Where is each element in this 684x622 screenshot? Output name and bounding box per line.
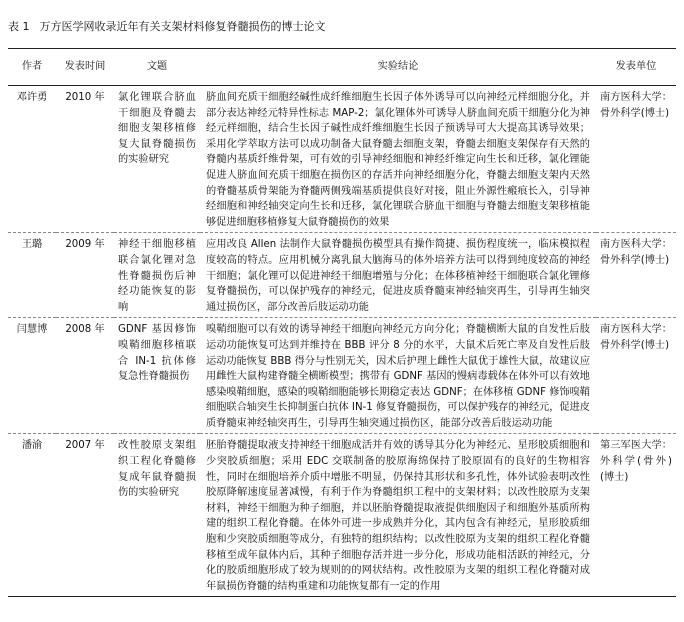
cell-author: 潘渝 <box>8 434 56 597</box>
cell-author: 闫慧博 <box>8 318 56 434</box>
cell-year: 2010 年 <box>65 92 105 103</box>
header-title: 文题 <box>114 49 200 86</box>
cell-unit: 南方医科大学：骨外科学(博士) <box>596 318 676 434</box>
cell-author: 邓许勇 <box>16 92 48 103</box>
caption-label: 表 1 <box>8 20 30 33</box>
cell-conclusion: 应用改良 Allen 法制作大鼠脊髓损伤模型具有操作简捷、损伤程度统一，临床模拟程度较高的特点。应用机械分离乳鼠大脑海马的体外培养方法可以得到纯度较高的神经干细胞；氯化锂可以促进神经干细胞增殖与分化；在体移植神经干细胞联合氯化锂修复脊髓损伤，可以保护残存的神经元，促进皮质脊髓束神经轴突再生，引导再生轴突通过损伤区，部分改善后肢运动功能 <box>200 233 596 318</box>
cell-conclusion: 嗅鞘细胞可以有效的诱导神经干细胞向神经元方向分化；脊髓横断大鼠的自发性后肢运动功能恢复可达到并维持在 BBB 评分 8 分的水平，大鼠术后死亡率及自发性后肢运动功能恢复 BBB 得分与性别无关，因术后护理上雌性大鼠优于雄性大鼠，故建议应用雌性大鼠构建脊髓全横断模型；携带有 GDNF 基因的慢病毒载体在体外可以有效地感染嗅鞘细胞，感染的嗅鞘细胞能够长期稳定表达 GDNF；在体移植 GDNF 修饰嗅鞘细胞联合轴突生长抑制蛋白抗体 IN-1 修复脊髓损伤，可以保护残存的神经元，促进皮质脊髓束神经轴突再生，引导再生轴突通过损伤区，能部分改善后肢运动功能 <box>200 318 596 434</box>
table-row <box>8 318 676 434</box>
cell-year: 2007 年 <box>56 434 114 597</box>
cell-author: 王璐 <box>8 233 56 318</box>
cell-title: 神经干细胞移植联合氯化锂对急性脊髓损伤后神经功能恢复的影响 <box>114 233 200 318</box>
cell-year: 2008 年 <box>56 318 114 434</box>
cell-title: GDNF 基因修饰嗅鞘细胞移植联合 IN-1 抗体修复急性脊髓损伤 <box>114 318 200 434</box>
header-unit: 发表单位 <box>596 49 676 86</box>
table-caption <box>8 20 676 34</box>
header-conclusion: 实验结论 <box>200 49 596 86</box>
header-year: 发表时间 <box>56 49 114 86</box>
table-row <box>8 233 676 318</box>
table-row <box>8 86 676 233</box>
table-header-row <box>8 49 676 86</box>
caption-text: 万方医学网收录近年有关支架材料修复脊髓损伤的博士论文 <box>39 20 326 33</box>
cell-conclusion: 脐血间充质干细胞经碱性成纤维细胞生长因子体外诱导可以向神经元样细胞分化，并部分表达神经元特异性标志 MAP-2；氯化锂体外可诱导人脐血间充质干细胞分化为神经元样细胞，结合生长因子碱性成纤维细胞生长因子预诱导可大大提高其诱导效果；采用化学萃取方法可以成功制备大鼠脊髓去细胞支架，脊髓去细胞支架保存有天然的脊髓内基质纤维骨架，可有效的引导神经细胞和神经纤维定向生长和迁移，氯化锂能促进人脐血间充质干细胞在损伤区的存活并向神经细胞分化，脊髓去细胞支架内天然的脊髓基质骨架能为脊髓两侧残端基质提供良好对接，阻止外源性瘢痕长入，引导神经细胞和神经轴突定向生长和迁移，氯化锂联合脐血干细胞与脊髓去细胞支架移植能够促进细胞移植修复大鼠脊髓损伤的效果 <box>206 92 590 228</box>
thesis-table <box>8 48 676 597</box>
cell-title: 氯化锂联合脐血干细胞及脊髓去细胞支架移植修复大鼠脊髓损伤的实验研究 <box>118 92 196 166</box>
cell-unit: 南方医科大学：骨外科学(博士) <box>596 233 676 318</box>
header-author: 作者 <box>8 49 56 86</box>
cell-unit: 第三军医大学：外科学(骨外) (博士) <box>596 434 676 597</box>
cell-title: 改性胶原支架组织工程化脊髓修复成年鼠脊髓损伤的实验研究 <box>114 434 200 597</box>
cell-year: 2009 年 <box>56 233 114 318</box>
table-row <box>8 434 676 597</box>
cell-unit: 南方医科大学：骨外科学(博士) <box>600 92 672 119</box>
cell-conclusion: 胚胎脊髓提取液支持神经干细胞成活并有效的诱导其分化为神经元、星形胶质细胞和少突胶质细胞；采用 EDC 交联制备的胶原海绵保持了胶原固有的良好的生物相容性，同时在细胞培养介质中增胀不明显，仍保持其形状和多孔性，体外试验表明改性胶原降解速度显著减慢，有利于作为脊髓组织工程中的支架材料；以改性胶原为支架材料，神经干细胞为种子细胞，并以胚胎脊髓提取液提供细胞因子和细胞外基质所构建的组织工程化脊髓。在体外可进一步成熟并分化，其内包含有神经元，星形胶质细胞和少突胶质细胞等成分，有独特的组织结构；以改性胶原为支架的组织工程化脊髓移植至成年鼠体内后，其种子细胞存活并进一步分化，形成功能相活跃的神经元，分化的胶质细胞形成了较为规则的的网状结构。改性胶原为支架的组织工程化脊髓对成年鼠损伤脊髓的结构重建和功能恢复都有一定的作用 <box>200 434 596 597</box>
